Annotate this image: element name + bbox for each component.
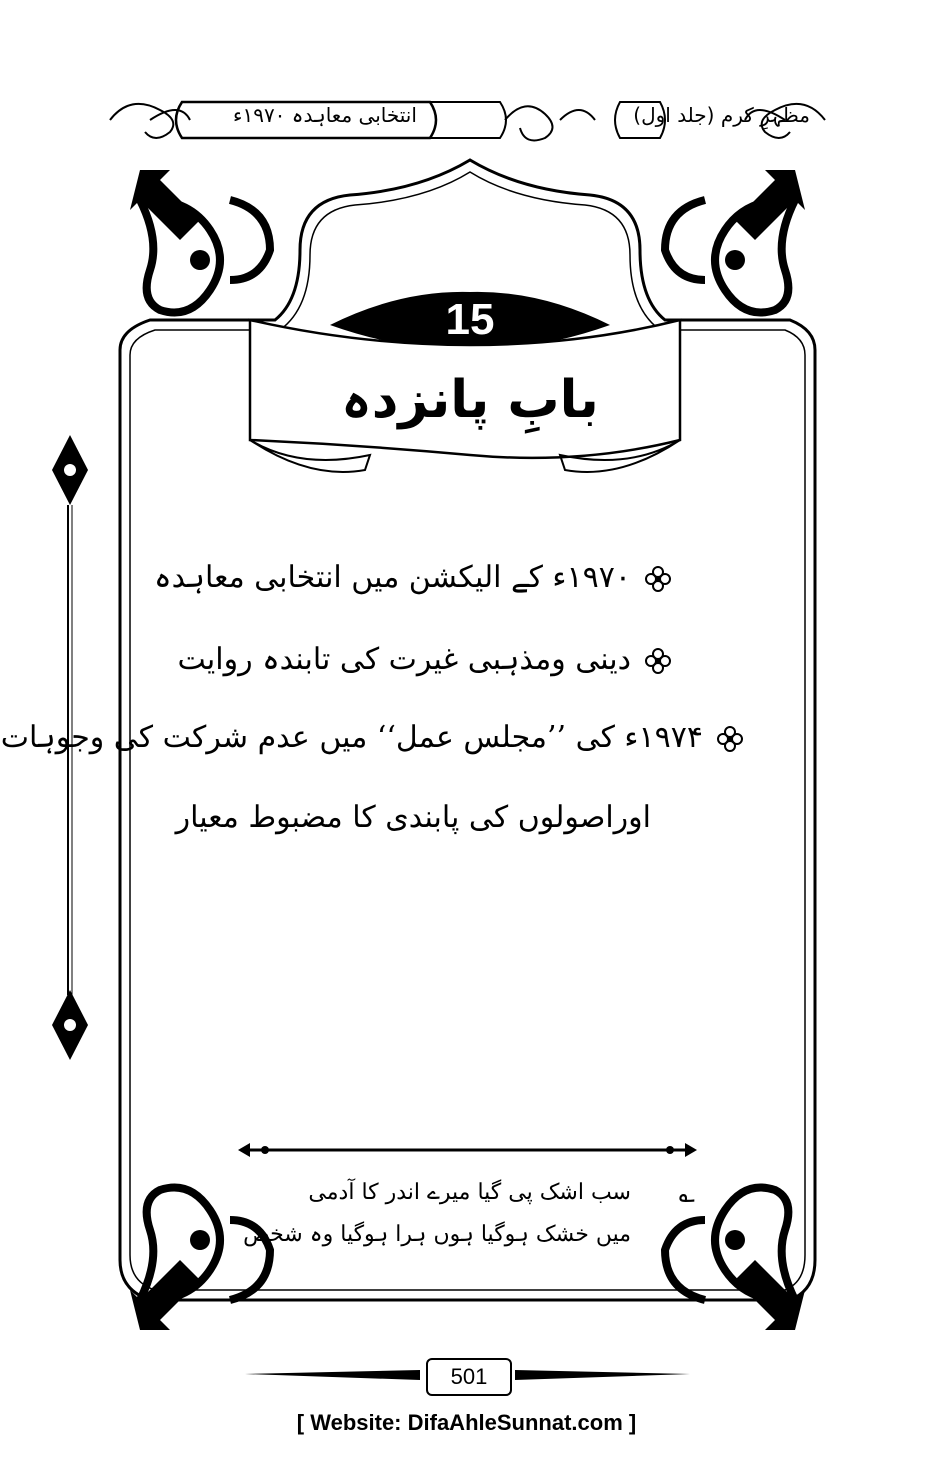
list-item [154,560,671,595]
topic-text: ۱۹۷۴ء کی ’’مجلس عمل‘‘ میں عدم شرکت کی وجوہات [0,720,703,755]
corner-ornament-bottom-left [130,1188,270,1331]
corner-ornament-top-right [665,170,805,313]
poem-line-1: سب اشک پی گیا میرے اندر کا آدمی [308,1180,631,1205]
website-footer: [ Website: DifaAhleSunnat.com ] [296,1410,637,1435]
section-title: انتخابی معاہدہ ۱۹۷۰ء [233,103,417,127]
page-number: 501 [426,1358,512,1396]
topic-continuation: اوراصولوں کی پابندی کا مضبوط معیار [175,800,651,835]
poem-line-2: میں خشک ہوگیا ہوں ہرا ہوگیا وہ شخص [243,1222,631,1247]
topic-text: دینی ومذہبی غیرت کی تابندہ روایت [177,642,631,677]
list-item [177,642,671,677]
book-title: مظہرِ کرم (جلد اول) [633,103,810,127]
flower-bullet-icon [645,648,671,674]
poem-divider [238,1143,697,1157]
flower-bullet-icon [645,566,671,592]
chapter-title: بابِ پانزدہ [341,370,599,430]
poem-marker: ؎ [678,1176,695,1209]
chapter-number: 15 [445,295,495,344]
topic-text: ۱۹۷۰ء کے الیکشن میں انتخابی معاہدہ [154,560,631,595]
list-item [1,720,743,755]
flower-bullet-icon [717,726,743,752]
corner-ornament-top-left [130,170,270,313]
